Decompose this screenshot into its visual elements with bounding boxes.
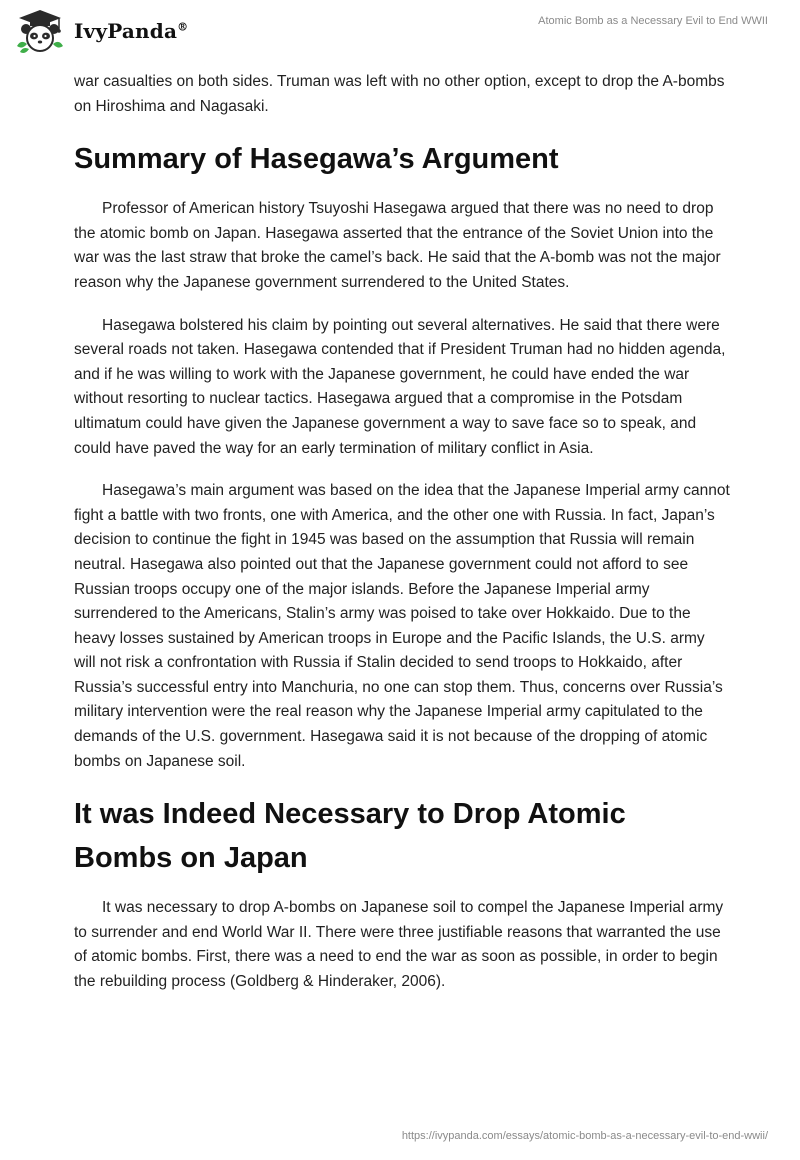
paragraph: Professor of American history Tsuyoshi Hasegawa argued that there was no need to drop the atomic bomb on Japan. Hasegawa asserted that the entrance of the Soviet Union into the war was the last straw that broke the camel’s back. He said that the A-bomb was not the major reason why the Japanese government surrendered to the United States.	[74, 200, 721, 291]
ivypanda-logo[interactable]	[14, 8, 188, 54]
intro-paragraph: war casualties on both sides. Truman was left with no other option, except to drop the A-bombs on Hiroshima and Nagasaki.	[74, 73, 725, 115]
document-title: Atomic Bomb as a Necessary Evil to End WWII	[538, 15, 768, 27]
essay-content	[74, 70, 730, 1013]
brand-name: IvyPanda®	[74, 19, 189, 43]
panda-graduate-icon	[14, 8, 66, 54]
section-heading-necessary: It was Indeed Necessary to Drop Atomic Bombs on Japan	[74, 798, 626, 875]
paragraph: Hasegawa’s main argument was based on the idea that the Japanese Imperial army cannot fight a battle with two fronts, one with America, and the other one with Russia. In fact, Japan’s decision to continue the fight in 1945 was based on the assumption that Russia will remain neutral. Hasegawa also pointed out that the Japanese government could not afford to see Russian troops occupy one of the major islands. Before the Japanese Imperial army surrendered to the Americans, Stalin’s army was poised to take over Hokkaido. Due to the heavy losses sustained by American troops in Europe and the Pacific Islands, the U.S. army will not risk a confrontation with Russia if Stalin decided to send troops to Hokkaido, after Russia’s successful entry into Manchuria, no one can stop them. Thus, concerns over Russia’s military intervention were the real reason why the Japanese Imperial army capitulated to the demands of the U.S. government. Hasegawa said it is not because of the dropping of atomic bombs on Japanese soil.	[74, 482, 730, 770]
paragraph: It was necessary to drop A-bombs on Japanese soil to compel the Japanese Imperial army to surrender and end World War II. There were three justifiable reasons that warranted the use of atomic bombs. First, there was a need to end the war as soon as possible, in order to begin the rebuilding process (Goldberg & Hinderaker, 2006).	[74, 899, 724, 991]
page-header	[0, 0, 800, 66]
source-url-link[interactable]: https://ivypanda.com/essays/atomic-bomb-as-a-necessary-evil-to-end-wwii/	[401, 1130, 768, 1142]
paragraph: Hasegawa bolstered his claim by pointing out several alternatives. He said that there were several roads not taken. Hasegawa contended that if President Truman had no hidden agenda, and if he was willing to work with the Japanese government, he could have ended the war without resorting to nuclear tactics. Hasegawa argued that a compromise in the Potsdam ultimatum could have given the Japanese government a way to save face so to speak, and could have paved the way for an early termination of military conflict in Asia.	[74, 316, 726, 457]
registered-mark: ®	[177, 20, 189, 34]
section-heading-summary: Summary of Hasegawa’s Argument	[74, 143, 559, 176]
